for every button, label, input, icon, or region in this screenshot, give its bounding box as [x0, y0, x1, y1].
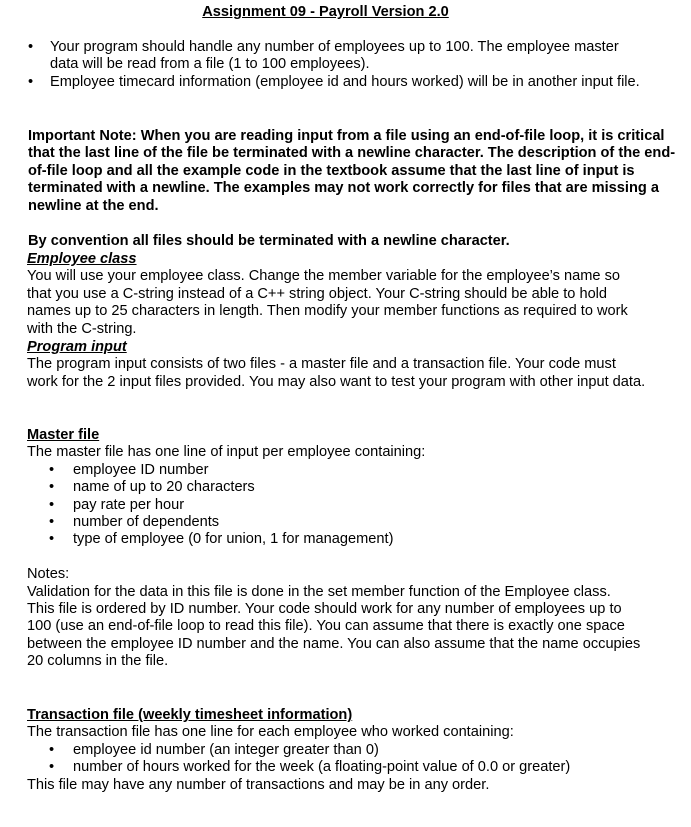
- bullet-icon: •: [49, 531, 55, 548]
- convention-note: By convention all files should be terminated with a newline character.: [28, 233, 510, 249]
- employee-class-section: [27, 251, 647, 338]
- list-item: [49, 497, 647, 514]
- intro-bullet-text: Employee timecard information (employee id and hours worked) will be in another input file.: [50, 73, 640, 90]
- section-heading: Transaction file (weekly timesheet information): [27, 707, 353, 723]
- section-intro: The transaction file has one line for each employee who worked containing:: [27, 724, 514, 741]
- bullet-icon: •: [49, 461, 55, 478]
- list-item-text: pay rate per hour: [73, 496, 185, 513]
- section-body: The program input consists of two files - a master file and a transaction file. Your code must work for the 2 input files provided. You may also want to test your program with other input data.: [27, 356, 646, 390]
- section-heading: Employee class: [27, 251, 137, 267]
- notes-text: This file is ordered by ID number. Your code should work for any number of employees up to 100 (use an end-of-file loop to read this file). You can assume that there is exactly one space between the employee ID number and the name. You can also assume that the name occupies 20 columns in the file.: [27, 601, 641, 670]
- list-item: [28, 39, 648, 74]
- important-note: Important Note: When you are reading input from a file using an end-of-file loop, it is critical that the last line of the file be terminated with a newline character. The description of the end-of-file loop and all the example code in the textbook assume that the last line of input is terminated with a newline. The examples may not work correctly for files that are missing a newline at the end.: [28, 128, 676, 214]
- bullet-icon: •: [49, 514, 55, 531]
- list-item: [49, 514, 647, 531]
- program-input-section: [27, 339, 647, 391]
- list-item: [49, 742, 647, 759]
- section-footer: This file may have any number of transactions and may be in any order.: [27, 776, 490, 793]
- section-heading: Master file: [27, 427, 100, 443]
- intro-bullet-text: Your program should handle any number of employees up to 100. The employee master data will be read from a file (1 to 100 employees).: [50, 39, 619, 73]
- intro-bullet-list: [28, 39, 648, 91]
- transaction-file-bullet-list: [27, 742, 647, 777]
- list-item-text: number of hours worked for the week (a floating-point value of 0.0 or greater): [73, 759, 571, 776]
- master-file-section: [27, 427, 647, 671]
- section-intro: The master file has one line of input per employee containing:: [27, 444, 426, 461]
- notes-text: Validation for the data in this file is done in the set member function of the Employee class.: [27, 583, 611, 600]
- list-item: [49, 479, 647, 496]
- bullet-icon: •: [28, 39, 34, 55]
- list-item: [49, 462, 647, 479]
- spacer: [27, 549, 647, 566]
- list-item-text: employee ID number: [73, 461, 209, 478]
- list-item-text: type of employee (0 for union, 1 for management): [73, 531, 394, 548]
- list-item-text: number of dependents: [73, 514, 220, 531]
- bullet-icon: •: [49, 496, 55, 513]
- bullet-icon: •: [28, 73, 34, 90]
- bullet-icon: •: [49, 479, 55, 496]
- section-heading: Program input: [27, 339, 127, 355]
- transaction-file-section: [27, 707, 647, 794]
- page-title: Assignment 09 - Payroll Version 2.0: [202, 4, 449, 20]
- list-item: [49, 759, 647, 776]
- list-item-text: employee id number (an integer greater than 0): [73, 741, 379, 758]
- bullet-icon: •: [49, 741, 55, 758]
- list-item-text: name of up to 20 characters: [73, 479, 255, 496]
- notes-label: Notes:: [27, 566, 70, 583]
- bullet-icon: •: [49, 759, 55, 776]
- master-file-bullet-list: [27, 462, 647, 549]
- list-item: [49, 531, 647, 548]
- list-item: [28, 74, 648, 91]
- section-body: You will use your employee class. Change the member variable for the employee’s name so that you use a C-string instead of a C++ string object. Your C-string should be able to hold names up to 25 characters in length. Then modify your member functions as required to work with the C-string.: [27, 268, 628, 337]
